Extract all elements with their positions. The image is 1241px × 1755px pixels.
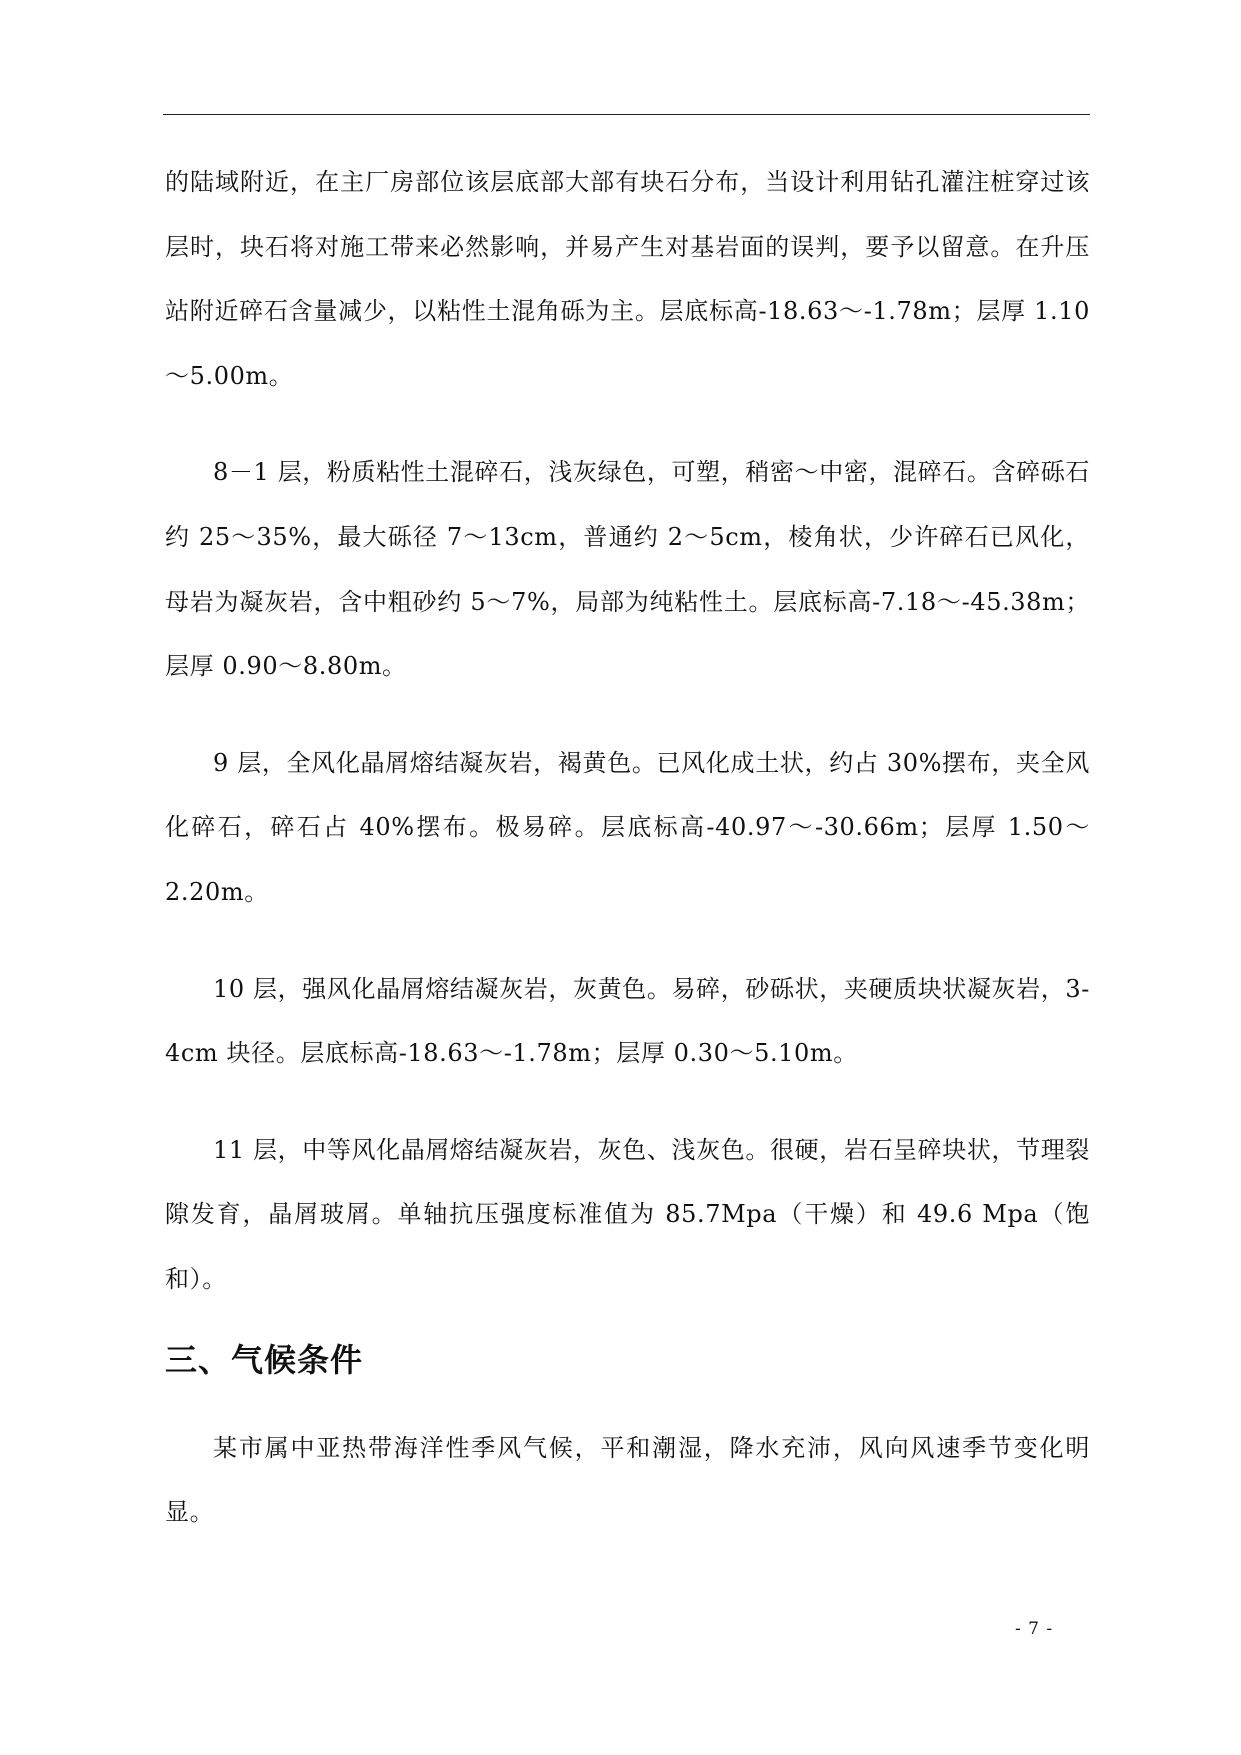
- paragraph-gap: [165, 699, 1090, 731]
- paragraph-gap: [165, 1086, 1090, 1118]
- paragraph-gap: [165, 925, 1090, 957]
- paragraph-gap: [165, 408, 1090, 440]
- section-heading-climate: 三、气候条件: [165, 1340, 364, 1379]
- paragraph-continuation: 的陆域附近，在主厂房部位该层底部大部有块石分布，当设计利用钻孔灌注桩穿过该层时，块石将对施工带来必然影响，并易产生对基岩面的误判，要予以留意。在升压站附近碎石含量减少，以粘性土混角砾为主。层底标高-18.63～-1.78m；层厚 1.10～5.00m。: [165, 168, 1090, 390]
- paragraph-layer-9: 9 层，全风化晶屑熔结凝灰岩，褐黄色。已风化成土状，约占 30%摆布，夹全风化碎石，碎石占 40%摆布。极易碎。层底标高-40.97～-30.66m；层厚 1.50～2.20m。: [165, 748, 1090, 906]
- paragraph-climate: 某市属中亚热带海洋性季风气候，平和潮湿，降水充沛，风向风速季节变化明显。: [165, 1433, 1090, 1527]
- page-number: - 7 -: [1015, 1619, 1054, 1639]
- paragraph-layer-11: 11 层，中等风化晶屑熔结凝灰岩，灰色、浅灰色。很硬，岩石呈碎块状，节理裂隙发育，晶屑玻屑。单轴抗压强度标准值为 85.7Mpa（干燥）和 49.6 Mpa（饱和）。: [165, 1135, 1090, 1293]
- paragraph-layer-8-1: 8－1 层，粉质粘性土混碎石，浅灰绿色，可塑，稍密～中密，混碎石。含碎砾石约 25～35%，最大砾径 7～13cm，普通约 2～5cm，棱角状，少许碎石已风化，母岩为凝灰岩，含中粗砂约 5～7%，局部为纯粘性土。层底标高-7.18～-45.38m；层厚 0.90～8.80m。: [165, 458, 1090, 681]
- header-rule: [163, 114, 1090, 115]
- paragraph-layer-10: 10 层，强风化晶屑熔结凝灰岩，灰黄色。易碎，砂砾状，夹硬质块状凝灰岩，3-4cm 块径。层底标高-18.63～-1.78m；层厚 0.30～5.10m。: [165, 974, 1090, 1068]
- document-body: [165, 150, 1090, 1545]
